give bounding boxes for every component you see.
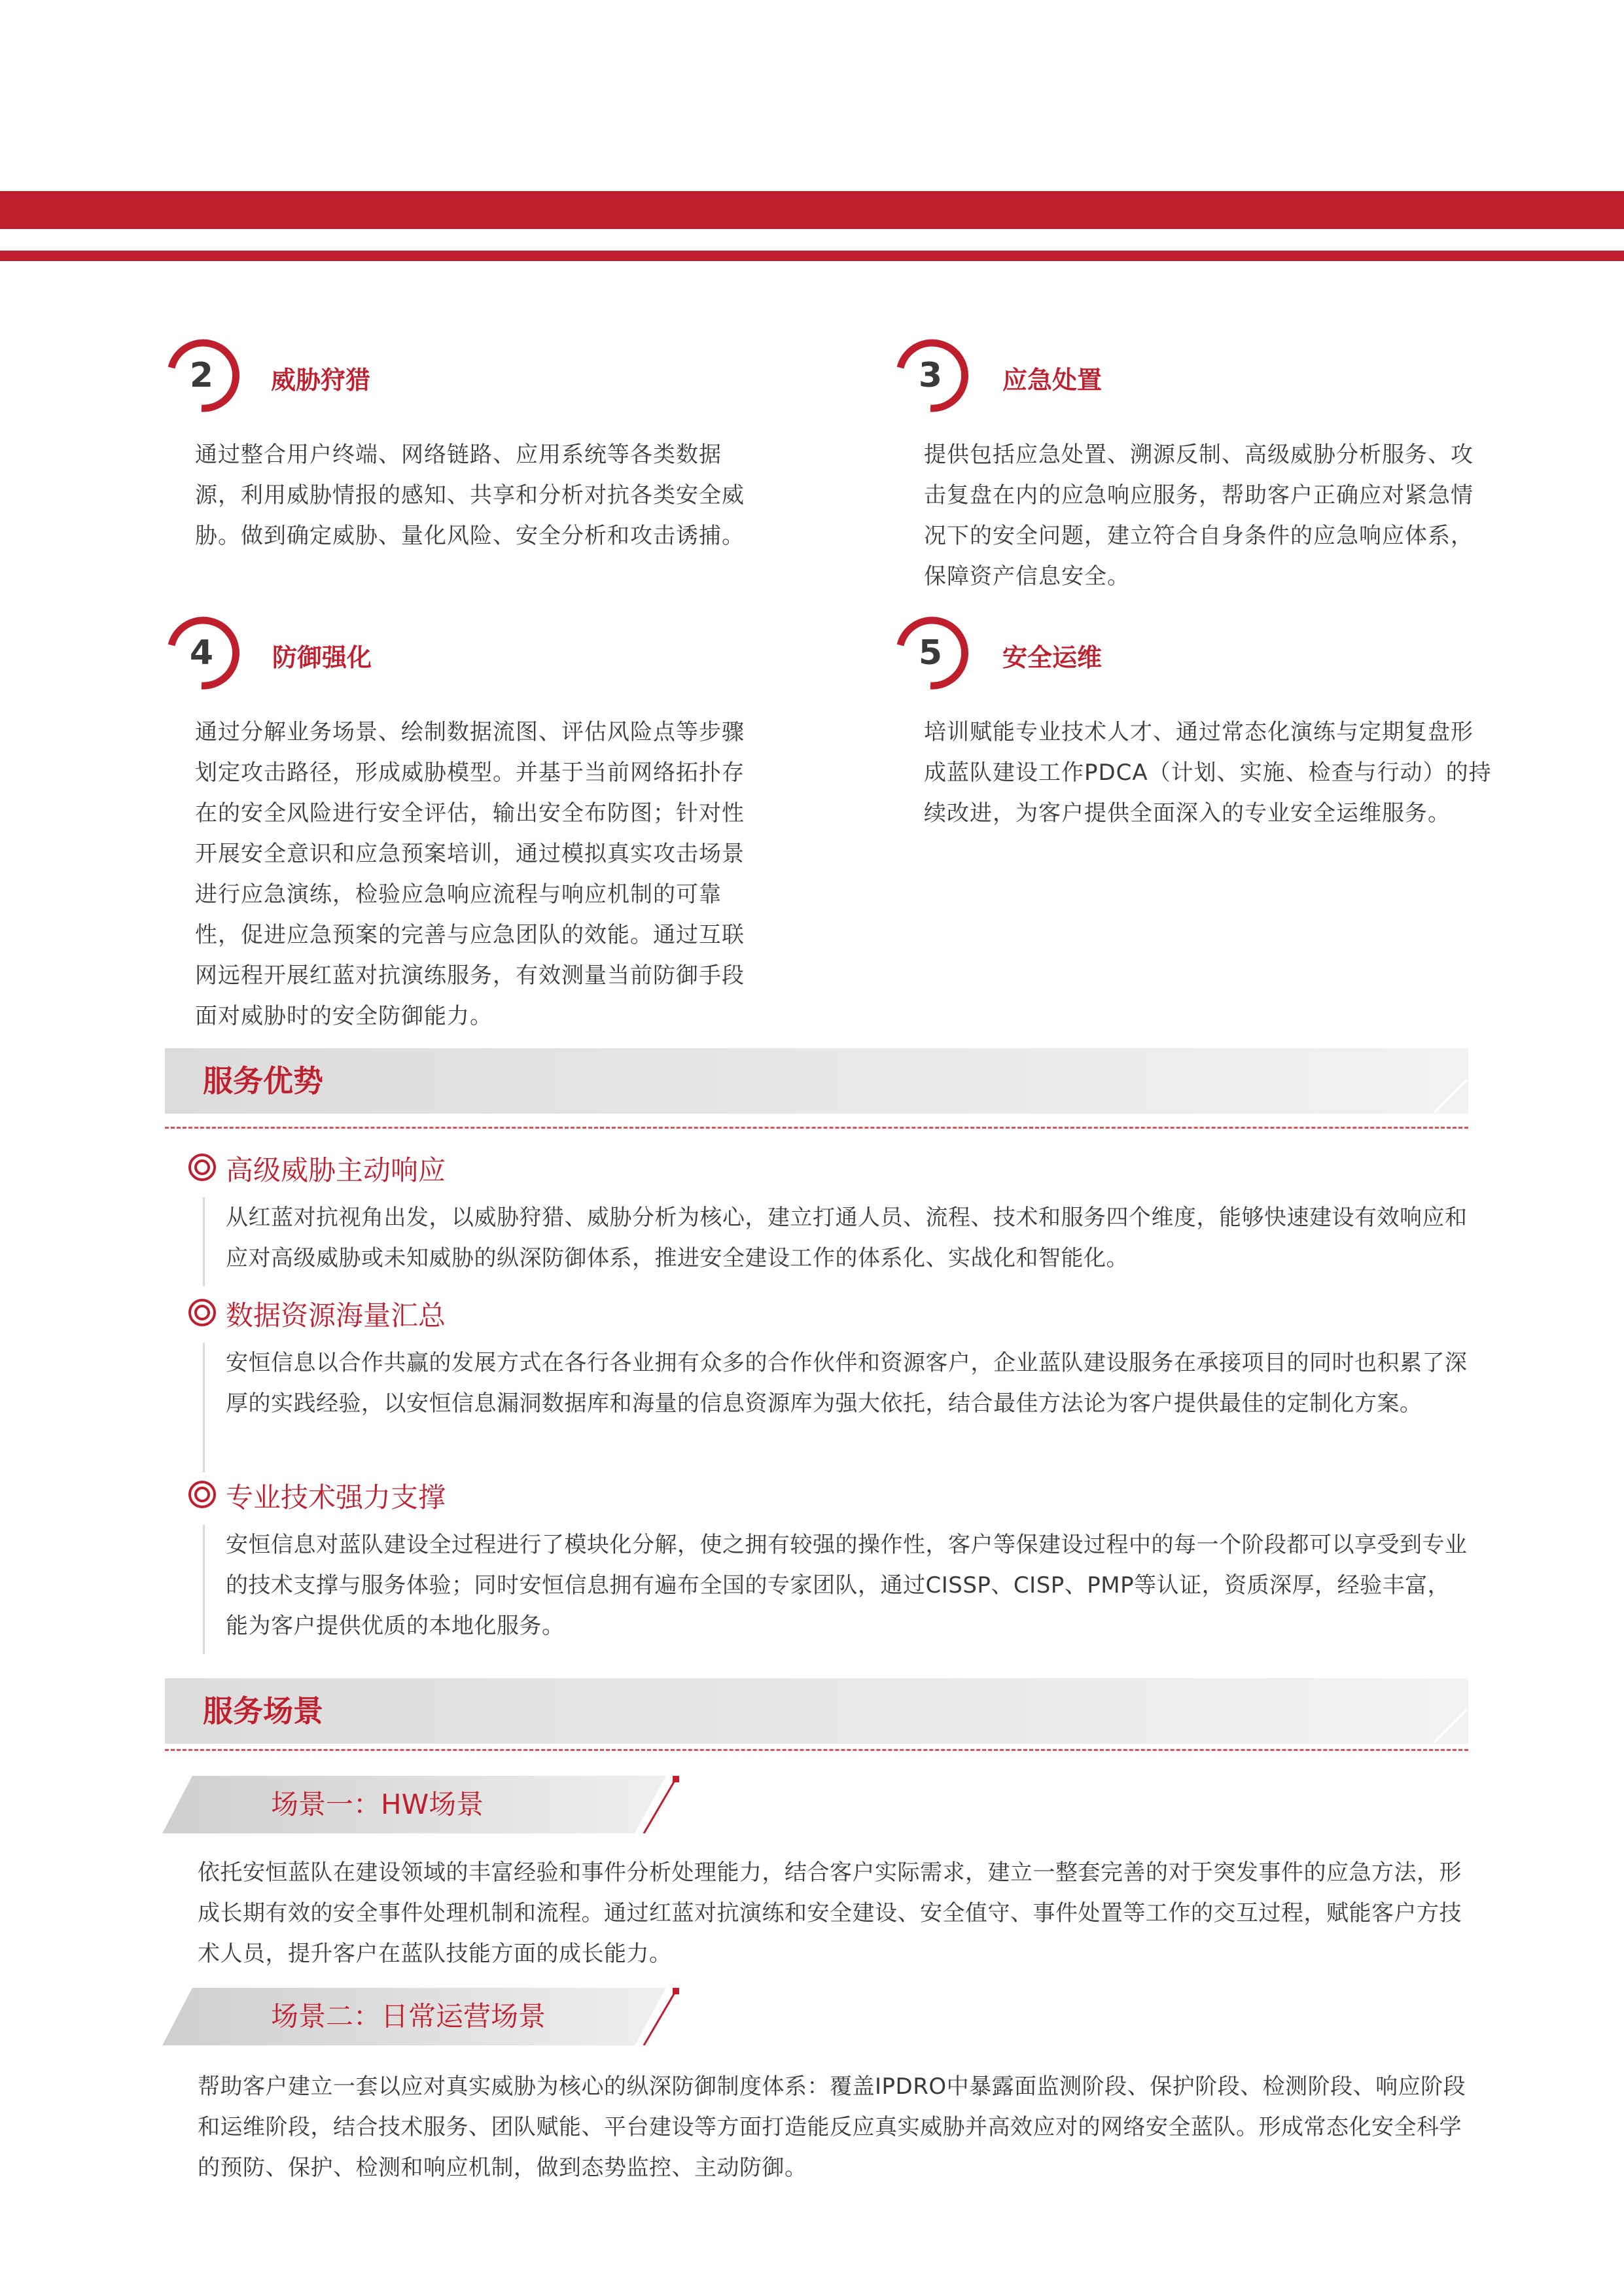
advantage-body: 从红蓝对抗视角出发，以威胁狩猎、威胁分析为核心，建立打通人员、流程、技术和服务四个维度，能够快速建设有效响应和应对高级威胁或未知威胁的纵深防御体系，推进安全建设工作的体系化、实战化和智能化。 [226,1205,1468,1271]
section-divider [165,1127,1468,1129]
scenario-body: 依托安恒蓝队在建设领域的丰富经验和事件分析处理能力，结合客户实际需求，建立一整套完善的对于突发事件的应急方法，形成长期有效的安全事件处理机制和流程。通过红蓝对抗演练和安全建设、安全值守、事件处置等工作的交互过程，赋能客户方技术人员，提升客户在蓝队技能方面的成长能力。 [198,1860,1462,1967]
advantage-rule [203,1197,205,1286]
scenario-label: 场景二：日常运营场景 [271,2000,546,2032]
feature-title: 安全运维 [1002,643,1103,672]
number-badge-icon [162,614,241,692]
feature-title: 防御强化 [272,643,372,672]
target-icon [187,1298,217,1328]
target-icon [187,1152,217,1182]
scenario-body: 帮助客户建立一套以应对真实威胁为核心的纵深防御制度体系：覆盖IPDRO中暴露面监测阶段、保护阶段、检测阶段、响应阶段和运维阶段，结合技术服务、团队赋能、平台建设等方面打造能反应真实威胁并高效应对的网络安全蓝队。形成常态化安全科学的预防、保护、检测和响应机制，做到态势监控、主动防御。 [198,2074,1466,2181]
feature-body: 通过整合用户终端、网络链路、应用系统等各类数据源，利用威胁情报的感知、共享和分析对抗各类安全威胁。做到确定威胁、量化风险、安全分析和攻击诱捕。 [195,442,745,549]
feature-body: 通过分解业务场景、绘制数据流图、评估风险点等步骤划定攻击路径，形成威胁模型。并基于当前网络拓扑存在的安全风险进行安全评估，输出安全布防图；针对性开展安全意识和应急预案培训，通过模拟真实攻击场景进行应急演练，检验应急响应流程与响应机制的可靠性，促进应急预案的完善与应急团队的效能。通过互联网远程开展红蓝对抗演练服务，有效测量当前防御手段面对威胁时的安全防御能力。 [195,719,745,1029]
scenario-label: 场景一：HW场景 [271,1788,484,1820]
section-header-advantages [165,1048,1468,1114]
feature-title: 应急处置 [1002,366,1103,395]
number-badge-icon [891,614,970,692]
header-band-thick [0,191,1624,229]
header-band-thin [0,251,1624,261]
scenario-tab-daily-ops [162,1988,686,2045]
section-title: 服务优势 [203,1063,323,1099]
section-divider [165,1749,1468,1751]
advantage-rule [203,1343,205,1472]
number-badge-icon [891,336,970,415]
advantage-title: 数据资源海量汇总 [226,1299,446,1332]
target-icon [187,1479,217,1510]
feature-number: 5 [918,633,943,673]
scenario-tab-hw [162,1776,686,1833]
feature-body: 提供包括应急处置、溯源反制、高级威胁分析服务、攻击复盘在内的应急响应服务，帮助客户正确应对紧急情况下的安全问题，建立符合自身条件的应急响应体系，保障资产信息安全。 [924,442,1474,590]
feature-number: 2 [189,356,214,395]
feature-number: 4 [189,633,214,673]
number-badge-icon [162,336,241,415]
advantage-body: 安恒信息对蓝队建设全过程进行了模块化分解，使之拥有较强的操作性，客户等保建设过程中的每一个阶段都可以享受到专业的技术支撑与服务体验；同时安恒信息拥有遍布全国的专家团队，通过CISSP、CISP、PMP等认证，资质深厚，经验丰富，能为客户提供优质的本地化服务。 [226,1532,1468,1639]
advantage-body: 安恒信息以合作共赢的发展方式在各行各业拥有众多的合作伙伴和资源客户，企业蓝队建设服务在承接项目的同时也积累了深厚的实践经验，以安恒信息漏洞数据库和海量的信息资源库为强大依托，结合最佳方法论为客户提供最佳的定制化方案。 [226,1350,1468,1417]
section-title: 服务场景 [203,1693,323,1729]
feature-number: 3 [918,356,943,395]
advantage-title: 高级威胁主动响应 [226,1154,446,1186]
feature-body: 培训赋能专业技术人才、通过常态化演练与定期复盘形成蓝队建设工作PDCA（计划、实施、检查与行动）的持续改进，为客户提供全面深入的专业安全运维服务。 [924,719,1492,826]
feature-title: 威胁狩猎 [271,366,371,395]
advantage-rule [203,1525,205,1654]
advantage-title: 专业技术强力支撑 [226,1481,446,1513]
section-header-scenarios [165,1678,1468,1744]
